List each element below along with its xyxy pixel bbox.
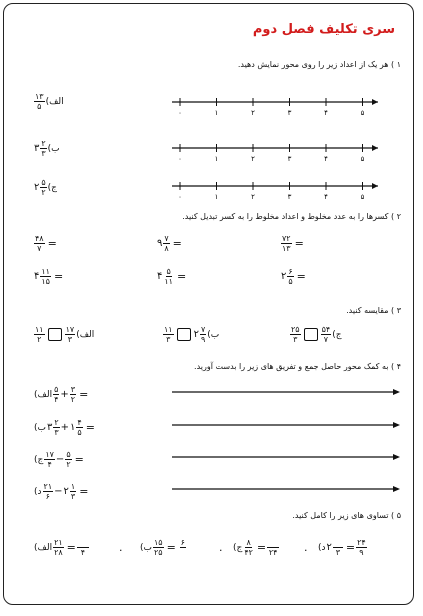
q3-item-a: $\frac{۱۱}{۲}$ $\frac{۱۷}{۳}$ الف)	[35, 325, 95, 344]
q3-a-compare-box[interactable]	[48, 328, 62, 341]
q4-answer-arrowhead	[393, 454, 400, 460]
q1-b-label: ب)	[47, 143, 60, 154]
axis-tick-label: ۲	[251, 155, 255, 163]
axis-tick-label: ۱	[214, 109, 219, 117]
axis-tick-label: ۵	[360, 193, 365, 201]
axis-tick-label: ۴	[324, 155, 328, 163]
q5-item-a: الف) $\frac{۲۱}{۲۸}$ = ۴	[34, 538, 89, 557]
q1-a-label: الف)	[45, 96, 64, 107]
q4-item-a: الف) $\frac{۵}{۴}$ + $\frac{۳}{۲}$ =	[34, 385, 89, 404]
q5-sep-2: .	[219, 541, 223, 554]
axis-tick-label: ۳	[287, 109, 292, 117]
q1-c-label: ج)	[47, 182, 57, 193]
axis-tick-label: ۰	[178, 193, 182, 201]
q5-item-b: ب) $\frac{۱۵}{۲۵}$ = ۶	[140, 538, 185, 557]
q3-item-c: $\frac{۲۵}{۳}$ $\frac{۵۴}{۷}$ ج)	[291, 325, 342, 344]
axis-tick-label: ۵	[360, 155, 365, 163]
q1-c-fraction: $\frac{۵}{۲}$	[41, 178, 46, 197]
worksheet-title: سری تکلیف فصل دوم	[252, 22, 395, 37]
axis-tick-label: ۱	[214, 155, 219, 163]
q4-item-c: ج) $\frac{۱۷}{۴}$ − $\frac{۵}{۲}$ =	[34, 450, 84, 469]
axis-tick-label: ۰	[178, 109, 182, 117]
q1-item-c: ۲ $\frac{۵}{۲}$ ج)	[34, 178, 57, 197]
axis-tick-label: ۵	[360, 109, 365, 117]
axis-tick-label: ۴	[324, 193, 328, 201]
q5-item-c: ج) $\frac{۸}{۴۲}$ = ۲۴	[233, 538, 278, 557]
q5-sep-3: .	[304, 541, 308, 554]
q1-prompt: ۱ ) هر یک از اعداد زیر را روی محور نمایش دهید.	[237, 60, 401, 69]
q2-r2-b: ۴ $\frac{۵}{۱۱}$ =	[157, 267, 187, 286]
q2-r1-a: $\frac{۴۸}{۷}$ =	[35, 234, 57, 253]
q5-item-d: د) ۲ ۳ = $\frac{۲۴}{۹}$	[318, 538, 366, 557]
number-line-arrowhead	[372, 183, 378, 189]
q5-sep-1: .	[119, 541, 123, 554]
q2-r2-a: ۴ $\frac{۱۱}{۱۵}$ =	[34, 267, 64, 286]
axis-tick-label: ۲	[251, 193, 255, 201]
q3-item-b: $\frac{۱۱}{۳}$ ۲ $\frac{۷}{۹}$ ب)	[164, 325, 220, 344]
axis-tick-label: ۴	[324, 109, 328, 117]
number-line-arrowhead	[372, 145, 378, 151]
q2-r1-b: ۹ $\frac{۷}{۸}$ =	[157, 234, 182, 253]
q3-c-compare-box[interactable]	[304, 328, 318, 341]
q3-prompt: ۳ ) مقایسه کنید.	[346, 306, 401, 315]
q4-prompt: ۴ ) به کمک محور حاصل جمع و تفریق های زیر را بدست آورید.	[194, 362, 401, 371]
q2-r2-c: ۲ $\frac{۶}{۵}$ =	[281, 267, 306, 286]
q3-b-compare-box[interactable]	[177, 328, 191, 341]
axis-tick-label: ۳	[287, 193, 292, 201]
q5-prompt: ۵ ) تساوی های زیر را کامل کنید.	[292, 511, 401, 520]
q4-answer-arrowhead	[393, 422, 400, 428]
q4-item-d: د) $\frac{۲۱}{۶}$ − ۲ $\frac{۱}{۳}$ =	[34, 482, 89, 501]
axis-tick-label: ۲	[251, 109, 255, 117]
q4-item-b: ب) ۳ $\frac{۲}{۳}$ + ۱ $\frac{۴}{۵}$ =	[34, 418, 95, 437]
number-line-arrowhead	[372, 99, 378, 105]
axis-tick-label: ۰	[178, 155, 182, 163]
q1-a-fraction: $\frac{۱۳}{۵}$	[35, 92, 44, 111]
axis-tick-label: ۱	[214, 193, 219, 201]
q2-prompt: ۲ ) کسرها را به عدد مخلوط و اعداد مخلوط را به کسر تبدیل کنید.	[182, 212, 401, 221]
q1-item-b: ۳ $\frac{۲}{۳}$ ب)	[34, 139, 60, 158]
q2-r1-c: $\frac{۷۲}{۱۳}$ =	[282, 234, 304, 253]
q4-answer-arrowhead	[393, 389, 400, 395]
axis-tick-label: ۳	[287, 155, 292, 163]
q1-b-fraction: $\frac{۲}{۳}$	[41, 139, 46, 158]
q4-answer-arrowhead	[393, 486, 400, 492]
